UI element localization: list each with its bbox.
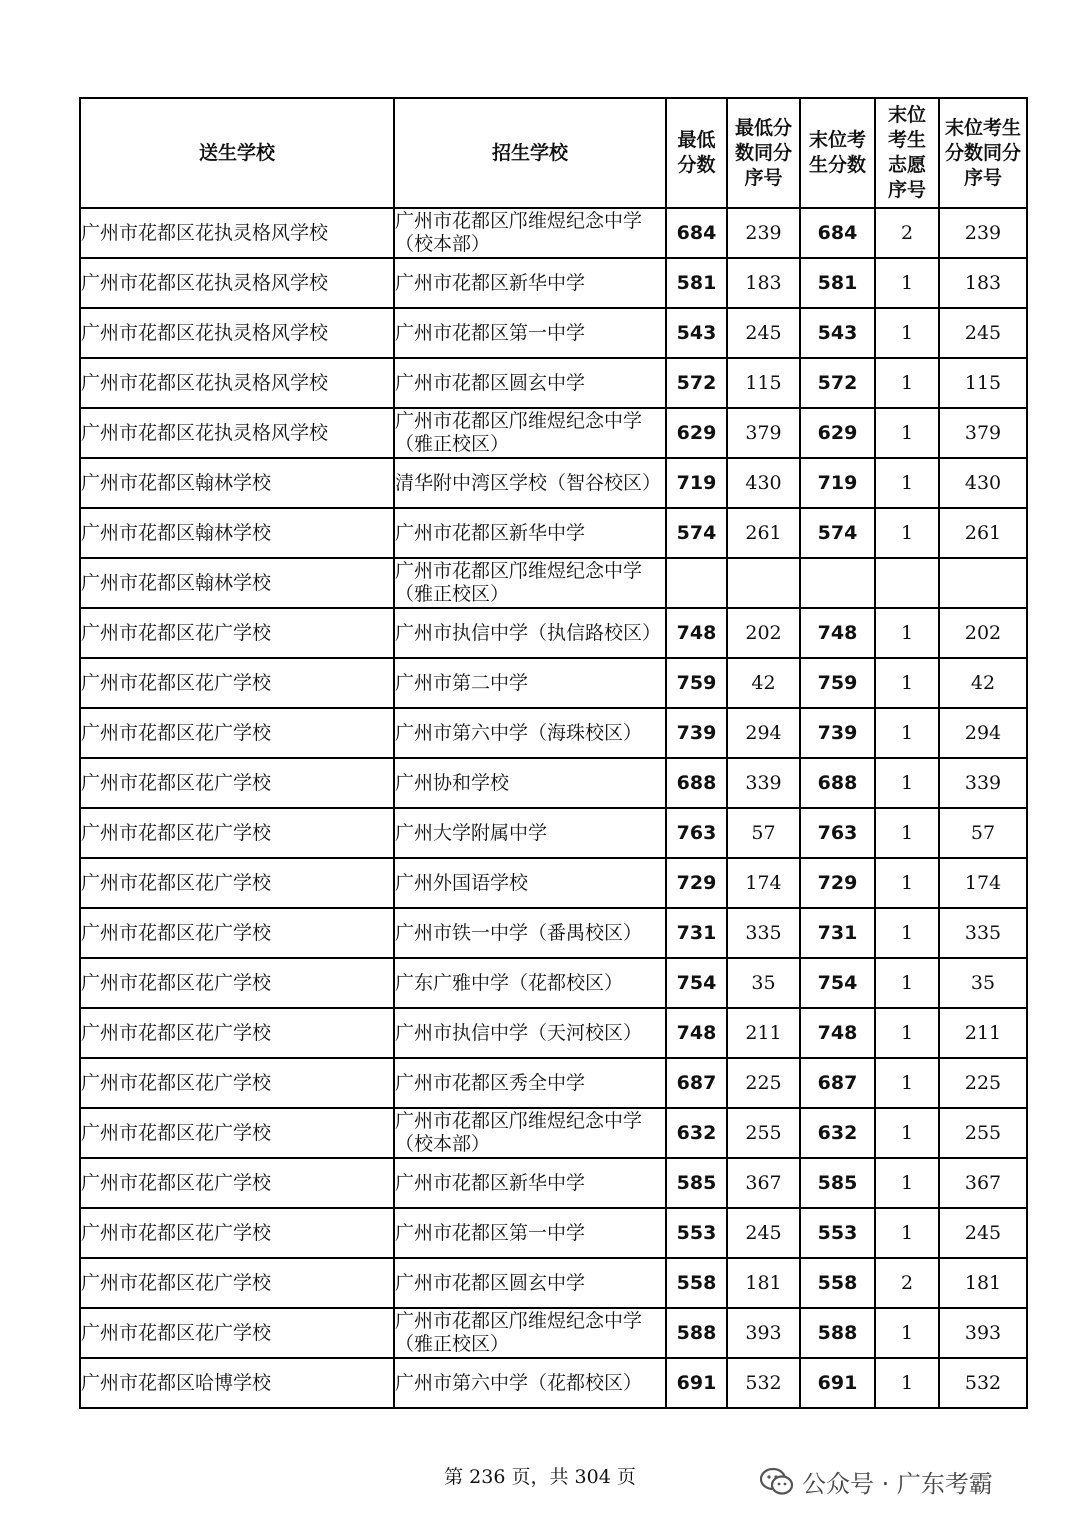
- cell-min-score-tie-number: 532: [727, 1358, 800, 1408]
- cell-sending-school: 广州市花都区花广学校: [80, 1058, 394, 1108]
- header-min-score: 最低分数: [666, 98, 727, 208]
- cell-sending-school: 广州市花都区花广学校: [80, 758, 394, 808]
- cell-receiving-school: 广州市第二中学: [394, 658, 666, 708]
- header-receiving-school: 招生学校: [394, 98, 666, 208]
- cell-last-student-score: 687: [800, 1058, 875, 1108]
- cell-receiving-school: 广州协和学校: [394, 758, 666, 808]
- watermark: [760, 1464, 993, 1499]
- cell-last-student-score: 763: [800, 808, 875, 858]
- cell-last-student-choice-number: [875, 558, 939, 608]
- table-row: [80, 1058, 1027, 1108]
- cell-last-student-choice-number: 1: [875, 808, 939, 858]
- table-row: [80, 1358, 1027, 1408]
- table-header-row: [80, 98, 1027, 208]
- cell-min-score: 688: [666, 758, 727, 808]
- cell-receiving-school: 广州市花都区圆玄中学: [394, 358, 666, 408]
- table-row: [80, 308, 1027, 358]
- table-row: [80, 708, 1027, 758]
- cell-min-score-tie-number: 225: [727, 1058, 800, 1108]
- table-row: [80, 858, 1027, 908]
- cell-last-student-choice-number: 1: [875, 258, 939, 308]
- cell-receiving-school: 广州市花都区邝维煜纪念中学（校本部）: [394, 1108, 666, 1158]
- cell-min-score-tie-number: 261: [727, 508, 800, 558]
- table-row: [80, 808, 1027, 858]
- cell-last-student-tie-number: 35: [939, 958, 1027, 1008]
- cell-min-score-tie-number: 42: [727, 658, 800, 708]
- cell-last-student-tie-number: 335: [939, 908, 1027, 958]
- cell-last-student-score: 585: [800, 1158, 875, 1208]
- cell-min-score: 748: [666, 1008, 727, 1058]
- cell-min-score-tie-number: 294: [727, 708, 800, 758]
- cell-last-student-score: 754: [800, 958, 875, 1008]
- cell-last-student-score: 553: [800, 1208, 875, 1258]
- cell-last-student-tie-number: 393: [939, 1308, 1027, 1358]
- cell-min-score-tie-number: 339: [727, 758, 800, 808]
- cell-min-score: 729: [666, 858, 727, 908]
- cell-receiving-school: 广州市花都区秀全中学: [394, 1058, 666, 1108]
- cell-last-student-score: 688: [800, 758, 875, 808]
- cell-sending-school: 广州市花都区翰林学校: [80, 458, 394, 508]
- cell-receiving-school: 广州市执信中学（天河校区）: [394, 1008, 666, 1058]
- cell-min-score-tie-number: 35: [727, 958, 800, 1008]
- table-row: [80, 408, 1027, 458]
- cell-sending-school: 广州市花都区花广学校: [80, 1108, 394, 1158]
- cell-min-score-tie-number: 174: [727, 858, 800, 908]
- cell-sending-school: 广州市花都区花广学校: [80, 1258, 394, 1308]
- cell-min-score: 572: [666, 358, 727, 408]
- cell-last-student-score: [800, 558, 875, 608]
- table-row: [80, 458, 1027, 508]
- cell-sending-school: 广州市花都区花广学校: [80, 708, 394, 758]
- cell-sending-school: 广州市花都区哈博学校: [80, 1358, 394, 1408]
- cell-last-student-score: 729: [800, 858, 875, 908]
- cell-last-student-choice-number: 1: [875, 358, 939, 408]
- cell-receiving-school: 广州市花都区新华中学: [394, 508, 666, 558]
- header-min-score-tie-number: 最低分数同分序号: [727, 98, 800, 208]
- cell-sending-school: 广州市花都区花广学校: [80, 1308, 394, 1358]
- cell-min-score: 585: [666, 1158, 727, 1208]
- cell-min-score-tie-number: 430: [727, 458, 800, 508]
- cell-last-student-tie-number: 115: [939, 358, 1027, 408]
- cell-min-score: 629: [666, 408, 727, 458]
- table-row: [80, 758, 1027, 808]
- cell-sending-school: 广州市花都区花广学校: [80, 1158, 394, 1208]
- cell-min-score-tie-number: 183: [727, 258, 800, 308]
- cell-min-score-tie-number: 202: [727, 608, 800, 658]
- cell-sending-school: 广州市花都区花广学校: [80, 858, 394, 908]
- cell-last-student-tie-number: 181: [939, 1258, 1027, 1308]
- cell-min-score-tie-number: 367: [727, 1158, 800, 1208]
- cell-last-student-choice-number: 1: [875, 1058, 939, 1108]
- cell-sending-school: 广州市花都区花执灵格风学校: [80, 408, 394, 458]
- cell-receiving-school: 广州外国语学校: [394, 858, 666, 908]
- cell-last-student-tie-number: 183: [939, 258, 1027, 308]
- cell-last-student-score: 748: [800, 608, 875, 658]
- cell-last-student-choice-number: 1: [875, 1208, 939, 1258]
- header-last-student-score: 末位考生分数: [800, 98, 875, 208]
- cell-last-student-score: 629: [800, 408, 875, 458]
- cell-receiving-school: 广州市花都区新华中学: [394, 1158, 666, 1208]
- cell-min-score: 558: [666, 1258, 727, 1308]
- cell-last-student-choice-number: 1: [875, 1308, 939, 1358]
- cell-min-score: 543: [666, 308, 727, 358]
- cell-last-student-tie-number: 174: [939, 858, 1027, 908]
- cell-last-student-tie-number: 211: [939, 1008, 1027, 1058]
- cell-last-student-tie-number: 379: [939, 408, 1027, 458]
- cell-min-score: 574: [666, 508, 727, 558]
- table-row: [80, 358, 1027, 408]
- cell-sending-school: 广州市花都区花执灵格风学校: [80, 308, 394, 358]
- cell-sending-school: 广州市花都区花广学校: [80, 908, 394, 958]
- cell-receiving-school: 广州市铁一中学（番禺校区）: [394, 908, 666, 958]
- table-row: [80, 1108, 1027, 1158]
- cell-last-student-tie-number: 202: [939, 608, 1027, 658]
- cell-min-score: 748: [666, 608, 727, 658]
- page-number: 第 236 页，共 304 页: [444, 1466, 636, 1488]
- cell-last-student-choice-number: 2: [875, 1258, 939, 1308]
- cell-receiving-school: 广州市花都区新华中学: [394, 258, 666, 308]
- cell-last-student-tie-number: 367: [939, 1158, 1027, 1208]
- cell-last-student-score: 558: [800, 1258, 875, 1308]
- cell-last-student-score: 684: [800, 208, 875, 258]
- table-row: [80, 558, 1027, 608]
- cell-min-score-tie-number: 245: [727, 1208, 800, 1258]
- cell-last-student-choice-number: 1: [875, 708, 939, 758]
- cell-receiving-school: 广州市花都区邝维煜纪念中学（雅正校区）: [394, 408, 666, 458]
- cell-last-student-score: 739: [800, 708, 875, 758]
- table-row: [80, 208, 1027, 258]
- cell-last-student-choice-number: 1: [875, 958, 939, 1008]
- cell-last-student-choice-number: 1: [875, 608, 939, 658]
- cell-sending-school: 广州市花都区花执灵格风学校: [80, 358, 394, 408]
- cell-last-student-choice-number: 1: [875, 1358, 939, 1408]
- cell-last-student-score: 719: [800, 458, 875, 508]
- cell-last-student-tie-number: 239: [939, 208, 1027, 258]
- table-row: [80, 608, 1027, 658]
- cell-min-score: 691: [666, 1358, 727, 1408]
- cell-sending-school: 广州市花都区花广学校: [80, 808, 394, 858]
- cell-min-score: 719: [666, 458, 727, 508]
- cell-sending-school: 广州市花都区花执灵格风学校: [80, 258, 394, 308]
- cell-receiving-school: 广州市第六中学（海珠校区）: [394, 708, 666, 758]
- cell-min-score-tie-number: 245: [727, 308, 800, 358]
- cell-min-score-tie-number: 211: [727, 1008, 800, 1058]
- cell-last-student-tie-number: 225: [939, 1058, 1027, 1108]
- header-sending-school: 送生学校: [80, 98, 394, 208]
- cell-receiving-school: 广州市花都区邝维煜纪念中学（校本部）: [394, 208, 666, 258]
- cell-last-student-score: 691: [800, 1358, 875, 1408]
- cell-receiving-school: 广州市执信中学（执信路校区）: [394, 608, 666, 658]
- cell-last-student-choice-number: 2: [875, 208, 939, 258]
- cell-receiving-school: 广东广雅中学（花都校区）: [394, 958, 666, 1008]
- cell-last-student-tie-number: 57: [939, 808, 1027, 858]
- cell-last-student-score: 748: [800, 1008, 875, 1058]
- table-row: [80, 958, 1027, 1008]
- cell-last-student-tie-number: 339: [939, 758, 1027, 808]
- cell-last-student-choice-number: 1: [875, 458, 939, 508]
- cell-min-score-tie-number: 393: [727, 1308, 800, 1358]
- cell-last-student-choice-number: 1: [875, 758, 939, 808]
- cell-min-score-tie-number: [727, 558, 800, 608]
- cell-last-student-tie-number: 245: [939, 1208, 1027, 1258]
- cell-last-student-tie-number: 294: [939, 708, 1027, 758]
- cell-min-score: 588: [666, 1308, 727, 1358]
- cell-min-score: 581: [666, 258, 727, 308]
- cell-last-student-tie-number: 532: [939, 1358, 1027, 1408]
- cell-last-student-choice-number: 1: [875, 1008, 939, 1058]
- cell-sending-school: 广州市花都区花广学校: [80, 608, 394, 658]
- cell-sending-school: 广州市花都区翰林学校: [80, 508, 394, 558]
- table-body: [80, 208, 1027, 1408]
- cell-min-score: 739: [666, 708, 727, 758]
- cell-last-student-choice-number: 1: [875, 1158, 939, 1208]
- cell-last-student-score: 581: [800, 258, 875, 308]
- cell-last-student-score: 543: [800, 308, 875, 358]
- cell-sending-school: 广州市花都区花广学校: [80, 658, 394, 708]
- table-row: [80, 1158, 1027, 1208]
- cell-last-student-tie-number: [939, 558, 1027, 608]
- cell-last-student-score: 574: [800, 508, 875, 558]
- table-row: [80, 1308, 1027, 1358]
- cell-last-student-score: 731: [800, 908, 875, 958]
- cell-min-score-tie-number: 255: [727, 1108, 800, 1158]
- cell-min-score-tie-number: 181: [727, 1258, 800, 1308]
- watermark-text: 公众号 · 广东考霸: [802, 1470, 993, 1498]
- cell-receiving-school: 广州大学附属中学: [394, 808, 666, 858]
- cell-min-score-tie-number: 57: [727, 808, 800, 858]
- cell-min-score: 754: [666, 958, 727, 1008]
- cell-last-student-tie-number: 255: [939, 1108, 1027, 1158]
- table-row: [80, 1258, 1027, 1308]
- cell-sending-school: 广州市花都区花广学校: [80, 1008, 394, 1058]
- cell-last-student-choice-number: 1: [875, 908, 939, 958]
- cell-receiving-school: 广州市花都区第一中学: [394, 308, 666, 358]
- cell-sending-school: 广州市花都区花广学校: [80, 958, 394, 1008]
- cell-last-student-score: 572: [800, 358, 875, 408]
- cell-last-student-tie-number: 42: [939, 658, 1027, 708]
- header-last-student-choice-number: 末位考生志愿序号: [875, 98, 939, 208]
- cell-min-score: 759: [666, 658, 727, 708]
- cell-sending-school: 广州市花都区翰林学校: [80, 558, 394, 608]
- cell-receiving-school: 广州市花都区圆玄中学: [394, 1258, 666, 1308]
- cell-min-score: [666, 558, 727, 608]
- cell-last-student-choice-number: 1: [875, 408, 939, 458]
- cell-min-score: 731: [666, 908, 727, 958]
- cell-receiving-school: 清华附中湾区学校（智谷校区）: [394, 458, 666, 508]
- table-row: [80, 1208, 1027, 1258]
- cell-last-student-choice-number: 1: [875, 508, 939, 558]
- table-row: [80, 508, 1027, 558]
- cell-last-student-choice-number: 1: [875, 1108, 939, 1158]
- cell-receiving-school: 广州市花都区第一中学: [394, 1208, 666, 1258]
- cell-min-score: 684: [666, 208, 727, 258]
- table-row: [80, 258, 1027, 308]
- cell-last-student-tie-number: 430: [939, 458, 1027, 508]
- table-row: [80, 908, 1027, 958]
- header-last-student-tie-number: 末位考生分数同分序号: [939, 98, 1027, 208]
- cell-min-score-tie-number: 379: [727, 408, 800, 458]
- cell-min-score-tie-number: 239: [727, 208, 800, 258]
- table-row: [80, 1008, 1027, 1058]
- cell-last-student-choice-number: 1: [875, 658, 939, 708]
- cell-last-student-tie-number: 261: [939, 508, 1027, 558]
- table-row: [80, 658, 1027, 708]
- cell-receiving-school: 广州市花都区邝维煜纪念中学（雅正校区）: [394, 558, 666, 608]
- cell-min-score: 687: [666, 1058, 727, 1108]
- cell-receiving-school: 广州市花都区邝维煜纪念中学（雅正校区）: [394, 1308, 666, 1358]
- cell-last-student-tie-number: 245: [939, 308, 1027, 358]
- admission-table: [79, 97, 1028, 1409]
- cell-last-student-score: 588: [800, 1308, 875, 1358]
- cell-min-score: 763: [666, 808, 727, 858]
- cell-min-score: 553: [666, 1208, 727, 1258]
- cell-sending-school: 广州市花都区花执灵格风学校: [80, 208, 394, 258]
- cell-min-score-tie-number: 335: [727, 908, 800, 958]
- cell-receiving-school: 广州市第六中学（花都校区）: [394, 1358, 666, 1408]
- cell-last-student-choice-number: 1: [875, 858, 939, 908]
- cell-min-score: 632: [666, 1108, 727, 1158]
- wechat-icon: [760, 1467, 794, 1497]
- cell-min-score-tie-number: 115: [727, 358, 800, 408]
- cell-last-student-score: 759: [800, 658, 875, 708]
- cell-last-student-score: 632: [800, 1108, 875, 1158]
- cell-last-student-choice-number: 1: [875, 308, 939, 358]
- cell-sending-school: 广州市花都区花广学校: [80, 1208, 394, 1258]
